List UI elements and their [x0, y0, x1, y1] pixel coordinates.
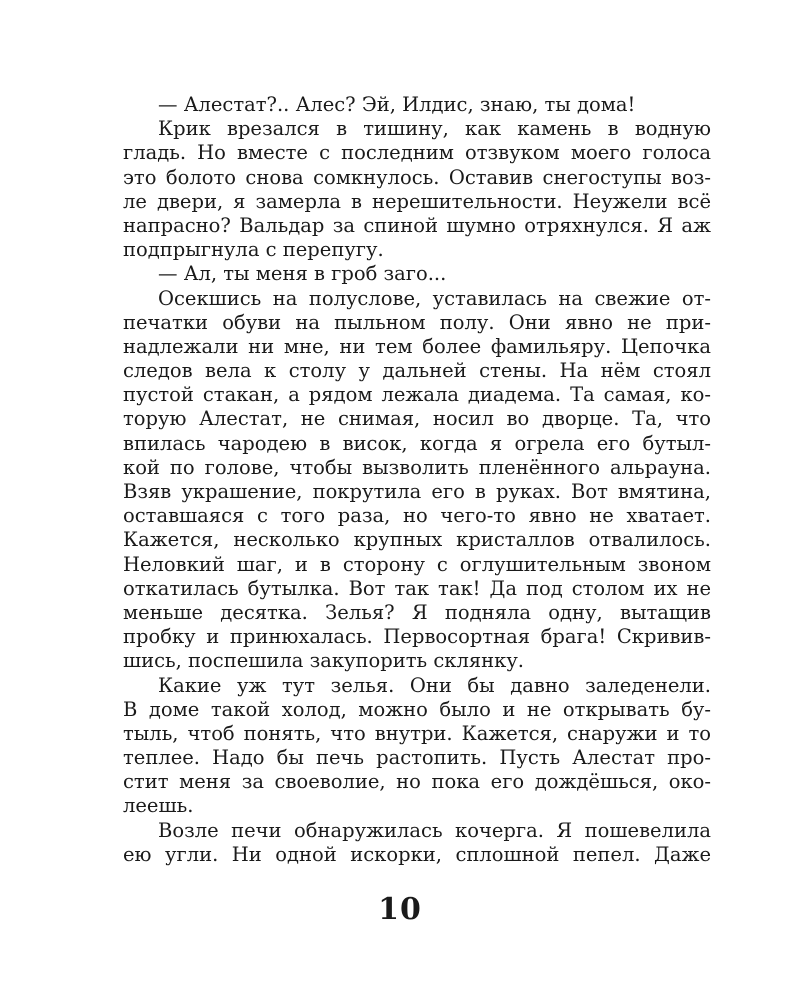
- text-line: напрасно? Вальдар за спиной шумно отряхнулся. Я аж: [123, 213, 711, 237]
- text-line: ле двери, я замерла в нерешительности. Неужели всё: [123, 189, 711, 213]
- text-line: подпрыгнула с перепугу.: [123, 238, 384, 262]
- text-line: оставшаяся с того раза, но чего-то явно не хватает.: [123, 504, 711, 528]
- text-line: — Ал, ты меня в гроб заго...: [158, 262, 447, 286]
- text-line: меньше десятка. Зелья? Я подняла одну, вытащив: [123, 600, 711, 624]
- text-line: — Алестат?.. Алес? Эй, Илдис, знаю, ты дома!: [158, 93, 636, 116]
- text-line: впилась чародею в висок, когда я огрела его бутыл-: [123, 431, 711, 455]
- text-line: торую Алестат, не снимая, носил во дворце. Та, что: [123, 407, 711, 431]
- text-line: пустой стакан, а рядом лежала диадема. Та самая, ко-: [123, 383, 711, 407]
- text-line: кой по голове, чтобы вызволить пленённого альрауна.: [123, 455, 711, 479]
- text-line: теплее. Надо бы печь растопить. Пусть Алестат про-: [123, 746, 711, 770]
- text-line: Возле печи обнаружилась кочерга. Я пошевелила: [158, 818, 711, 842]
- text-line: это болото снова сомкнулось. Оставив снегоступы воз-: [123, 165, 711, 189]
- text-line: стит меня за своеволие, но пока его дождёшься, око-: [123, 770, 711, 794]
- body-text: [123, 93, 711, 867]
- text-line: Неловкий шаг, и в сторону с оглушительным звоном: [123, 552, 711, 576]
- text-line: Крик врезался в тишину, как камень в водную: [158, 117, 711, 141]
- text-line: шись, поспешила закупорить склянку.: [123, 649, 524, 673]
- page-number: 10: [378, 892, 422, 927]
- text-line: Кажется, несколько крупных кристаллов отвалилось.: [123, 528, 711, 552]
- text-line: пробку и принюхалась. Первосортная брага! Скривив-: [123, 625, 711, 649]
- text-line: следов вела к столу у дальней стены. На нём стоял: [123, 359, 711, 383]
- text-line: ею угли. Ни одной искорки, сплошной пепел. Даже: [123, 842, 711, 866]
- text-line: откатилась бутылка. Вот так так! Да под столом их не: [123, 576, 711, 600]
- text-line: леешь.: [123, 794, 194, 818]
- text-line: В доме такой холод, можно было и не открывать бу-: [123, 697, 711, 721]
- text-line: Какие уж тут зелья. Они бы давно заледенели.: [158, 673, 711, 697]
- text-line: Взяв украшение, покрутила его в руках. Вот вмятина,: [123, 480, 711, 503]
- text-line: гладь. Но вместе с последним отзвуком моего голоса: [123, 141, 711, 165]
- text-line: Осекшись на полуслове, уставилась на свежие от-: [158, 286, 711, 310]
- text-line: тыль, чтоб понять, что внутри. Кажется, снаружи и то: [123, 721, 711, 745]
- text-line: надлежали ни мне, ни тем более фамильяру. Цепочка: [123, 334, 711, 358]
- text-line: печатки обуви на пыльном полу. Они явно не при-: [123, 310, 711, 334]
